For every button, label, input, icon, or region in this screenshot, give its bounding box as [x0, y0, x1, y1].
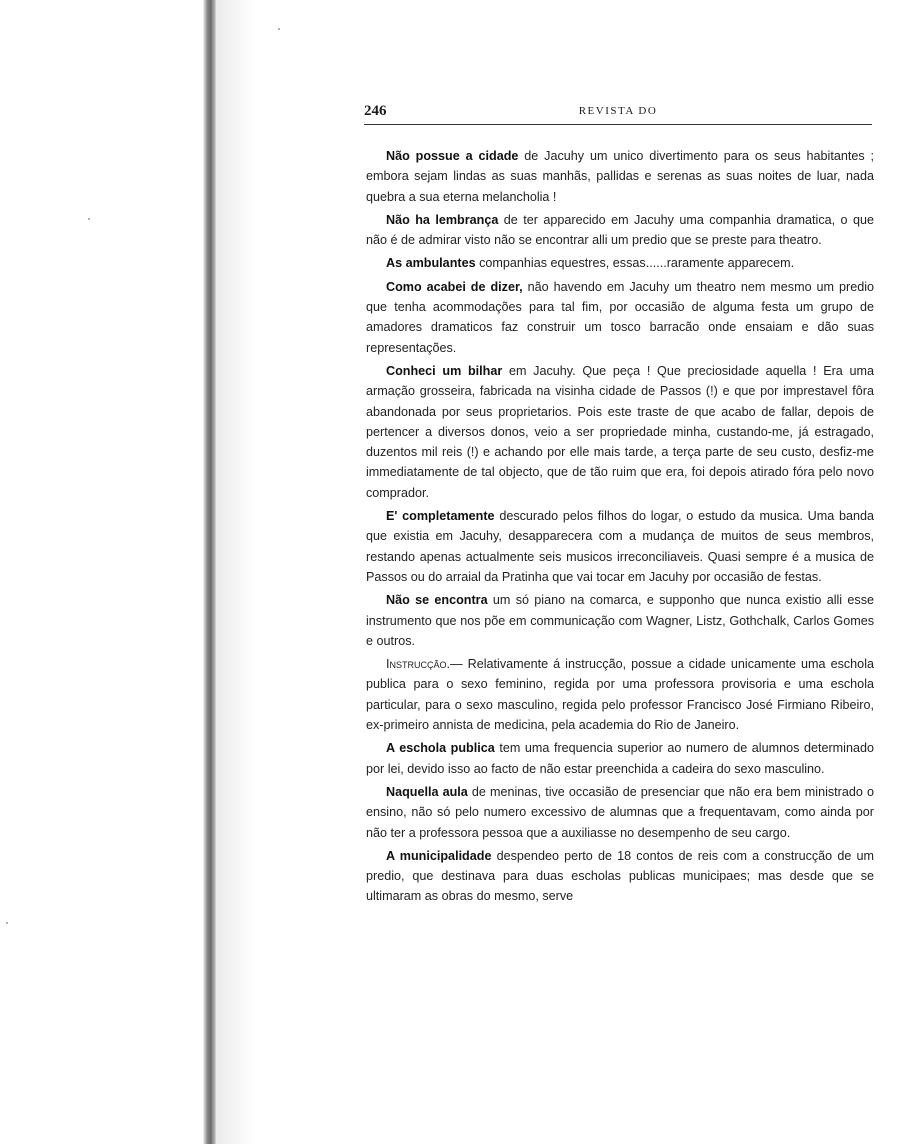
- paragraph-text: Relativamente á instrucção, possue a cidade unicamente uma eschola publica para o sexo feminino, regida por uma professora provisoria e uma eschola particular, para o sexo masculino, regida pelo professor Francisco José Firmiano Ribeiro, ex-primeiro annista de medicina, pela academia do Rio de Janeiro.: [366, 657, 874, 733]
- paragraph-lead: Não se encontra: [386, 593, 488, 608]
- paragraph-lead: As ambulantes: [386, 256, 476, 271]
- paragraph-lead: A eschola publica: [386, 741, 495, 756]
- paragraph-lead: E' completamente: [386, 509, 495, 524]
- paragraph-lead: Não ha lembrança: [386, 212, 499, 227]
- paragraph: [366, 361, 874, 503]
- paragraph-lead: Conheci um bilhar: [386, 363, 503, 378]
- paragraph-text: um só piano na comarca, e supponho que nunca existio alli esse instrumento que nos põe em communicação com Wagner, Listz, Gothchalk, Carlos Gomes e outros.: [366, 593, 874, 648]
- paper-speck: [6, 922, 8, 924]
- paragraph-text: de meninas, tive occasião de presenciar que não era bem ministrado o ensino, não só pelo numero excessivo de alumnas que a frequentavam, como ainda por não ter a professora pessoa que a auxiliasse no desempenho de seu cargo.: [366, 784, 874, 840]
- page-number: 246: [364, 103, 387, 119]
- paragraph-lead: A municipalidade: [386, 848, 492, 863]
- paragraph-text: descurado pelos filhos do logar, o estudo da musica. Uma banda que existia em Jacuhy, desapparecera com a mudança de muitos de seus membros, restando apenas actualmente seis musicos irreconciliaveis. Quasi sempre é a musica de Passos ou do arraial da Pratinha que vai tocar em Jacuhy por occasião de festas.: [366, 509, 874, 584]
- paragraph-text: de ter apparecido em Jacuhy uma companhia dramatica, o que não é de admirar visto não se encontrar alli um predio que se preste para theatro.: [366, 212, 874, 248]
- section-heading: Instrucção.—: [386, 657, 463, 672]
- running-head: REVISTA DO: [578, 105, 658, 117]
- paragraph: [366, 590, 874, 651]
- paragraph: [366, 738, 874, 779]
- paragraph-text: de Jacuhy um unico divertimento para os seus habitantes ; embora sejam lindas as suas manhãs, pallidas e serenas as suas noites de luar, nada quebra a sua eterna melancholia !: [366, 149, 875, 204]
- paragraph: [366, 654, 874, 735]
- paragraph-lead: Não possue a cidade: [386, 149, 519, 163]
- paragraph: [366, 782, 874, 843]
- page-header: [364, 100, 872, 125]
- paragraph: [366, 210, 874, 251]
- paragraph: [366, 277, 874, 358]
- paragraph-text: em Jacuhy. Que peça ! Que preciosidade aquella ! Era uma armação grosseira, fabricada na visinha cidade de Passos (!) e que por imprestavel fôra abandonada por seus proprietarios. Pois este traste de que acabo de fallar, depois de pertencer a diversos donos, veio a ser propriedade minha, custando-me, já estragado, duzentos mil reis (!) e achando por elle mais tarde, a terça parte de seu custo, desfiz-me immediatamente de tal objecto, que de tão ruim que era, foi depois atirado fóra pelo novo comprador.: [366, 363, 874, 500]
- paragraph: [366, 846, 874, 907]
- gutter-shadow: [217, 0, 257, 1144]
- paragraph: [366, 146, 874, 207]
- paragraph-lead: Naquella aula: [386, 784, 468, 799]
- paper-speck: [88, 218, 90, 220]
- paragraph: [366, 253, 874, 273]
- paragraph-text: não havendo em Jacuhy um theatro nem mesmo um predio que tenha acommodações para tal fim, por occasião de alguma festa um grupo de amadores dramaticos faz construir um tosco barracão onde ensaiam e dão suas representações.: [366, 279, 874, 355]
- paragraph-text: companhias equestres, essas......raramente apparecem.: [475, 256, 795, 271]
- paragraph-lead: Como acabei de dizer,: [386, 279, 523, 294]
- body-text: [366, 146, 874, 910]
- paragraph: [366, 506, 874, 587]
- paragraph-text: tem uma frequencia superior ao numero de alumnos determinado por lei, devido isso ao facto de não estar preenchida a cadeira do sexo masculino.: [366, 741, 874, 776]
- book-gutter: [203, 0, 217, 1144]
- paragraph-text: despendeo perto de 18 contos de reis com a construcção de um predio, que destinava para duas escholas publicas municipaes; mas desde que se ultimaram as obras do mesmo, serve: [366, 848, 874, 904]
- paper-speck: [278, 28, 280, 30]
